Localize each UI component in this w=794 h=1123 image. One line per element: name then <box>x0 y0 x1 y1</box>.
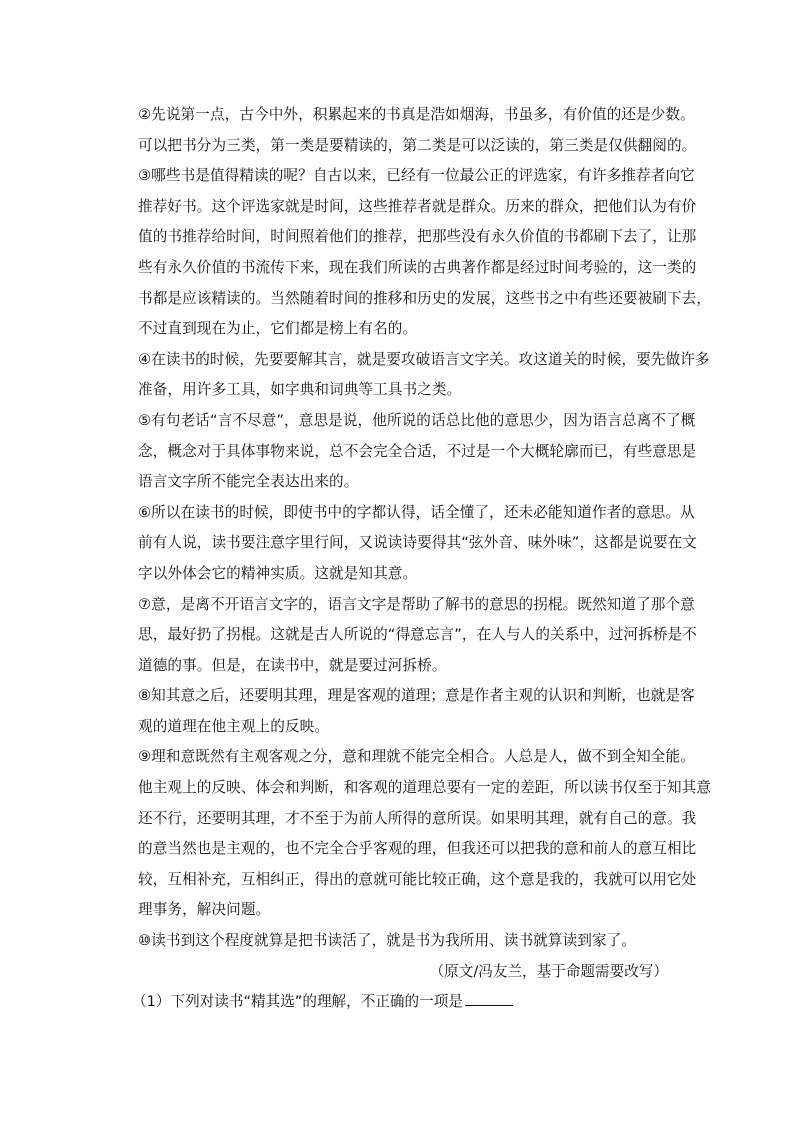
text-line: 念，概念对于具体事物来说，总不会完全合适，不过是一个大概轮廓而已，有些意思是 <box>138 442 697 460</box>
text-line: 值的书推荐给时间，时间照着他们的推荐，把那些没有永久价值的书都刷下去了，让那 <box>138 228 697 246</box>
text-line: ⑥所以在读书的时候，即使书中的字都认得，话全懂了，还未必能知道作者的意思。从 <box>138 503 695 521</box>
text-line: ⑨理和意既然有主观客观之分，意和理就不能完全相合。人总是人，做不到全知全能。 <box>138 748 695 766</box>
text-line: 可以把书分为三类，第一类是要精读的，第二类是可以泛读的，第三类是仅供翻阅的。 <box>138 136 697 154</box>
text-line: 不过直到现在为止，它们都是榜上有名的。 <box>138 320 418 338</box>
text-line: 思，最好扔了拐棍。这就是古人所说的“得意忘言”，在人与人的关系中，过河拆桥是不 <box>138 626 697 644</box>
text-line: ④在读书的时候，先要要解其言，就是要攻破语言文字关。攻这道关的时候，要先做许多 <box>138 350 710 368</box>
text-line: 他主观上的反映、体会和判断，和客观的道理总要有一定的差距，所以读书仅至于知其意 <box>138 779 712 797</box>
text-line: 语言文字所不能完全表达出来的。 <box>138 473 359 491</box>
text-line: 准备，用许多工具，如字典和词典等工具书之类。 <box>138 381 462 399</box>
article-body <box>132 100 712 1018</box>
paragraph-10 <box>138 926 678 957</box>
paragraph-7 <box>138 590 697 682</box>
text-line: ⑩读书到这个程度就算是把书读活了，就是书为我所用、读书就算读到家了。 <box>138 932 637 950</box>
paragraph-2 <box>138 100 697 161</box>
text-line: 书都是应该精读的。当然随着时间的推移和历史的发展，这些书之中有些还要被刷下去， <box>138 289 712 307</box>
paragraph-5 <box>138 406 697 498</box>
paragraph-8 <box>138 681 695 742</box>
source-attribution: （原文/冯友兰，基于命题需要改写） <box>429 962 668 980</box>
paragraph-6 <box>138 498 697 590</box>
text-line: 些有永久价值的书流传下来，现在我们所读的古典著作都是经过时间考验的，这一类的 <box>138 258 697 276</box>
text-line: 还不行，还要明其理，才不至于为前人所得的意所误。如果明其理，就有自己的意。我 <box>138 809 697 827</box>
question-1 <box>132 987 678 1018</box>
text-line: 前有人说，读书要注意字里行间，又说读诗要得其“弦外音、味外味”，这都是说要在文 <box>138 534 697 552</box>
text-line: ②先说第一点，古今中外，积累起来的书真是浩如烟海，书虽多，有价值的还是少数。 <box>138 106 695 123</box>
text-line: ⑧知其意之后，还要明其理，理是客观的道理；意是作者主观的认识和判断，也就是客 <box>138 687 695 705</box>
text-line: 较，互相补充，互相纠正，得出的意就可能比较正确，这个意是我的，我就可以用它处 <box>138 870 697 888</box>
text-line: 观的道理在他主观上的反映。 <box>138 717 330 735</box>
text-line: ③哪些书是值得精读的呢？自古以来，已经有一位最公正的评选家，有许多推荐者向它 <box>138 167 695 185</box>
question-text: （1）下列对读书“精其选”的理解，不正确的一项是 <box>132 993 463 1011</box>
answer-blank[interactable] <box>465 991 513 1006</box>
paragraph-3 <box>138 161 712 345</box>
text-line: 理事务，解决问题。 <box>138 901 271 919</box>
text-line: 字以外体会它的精神实质。这就是知其意。 <box>138 564 418 582</box>
text-line: ⑤有句老话“言不尽意”，意思是说，他所说的话总比他的意思少，因为语言总离不了概 <box>138 411 696 429</box>
paragraph-9 <box>138 742 712 926</box>
text-line: ⑦意，是离不开语言文字的，语言文字是帮助了解书的意思的拐棍。既然知道了那个意 <box>138 595 695 613</box>
paragraph-4 <box>138 345 710 406</box>
text-line: 的意当然也是主观的，也不完全合乎客观的理，但我还可以把我的意和前人的意互相比 <box>138 840 697 858</box>
text-line: 道德的事。但是，在读书中，就是要过河拆桥。 <box>138 656 447 674</box>
text-line: 推荐好书。这个评选家就是时间，这些推荐者就是群众。历来的群众，把他们认为有价 <box>138 197 697 215</box>
